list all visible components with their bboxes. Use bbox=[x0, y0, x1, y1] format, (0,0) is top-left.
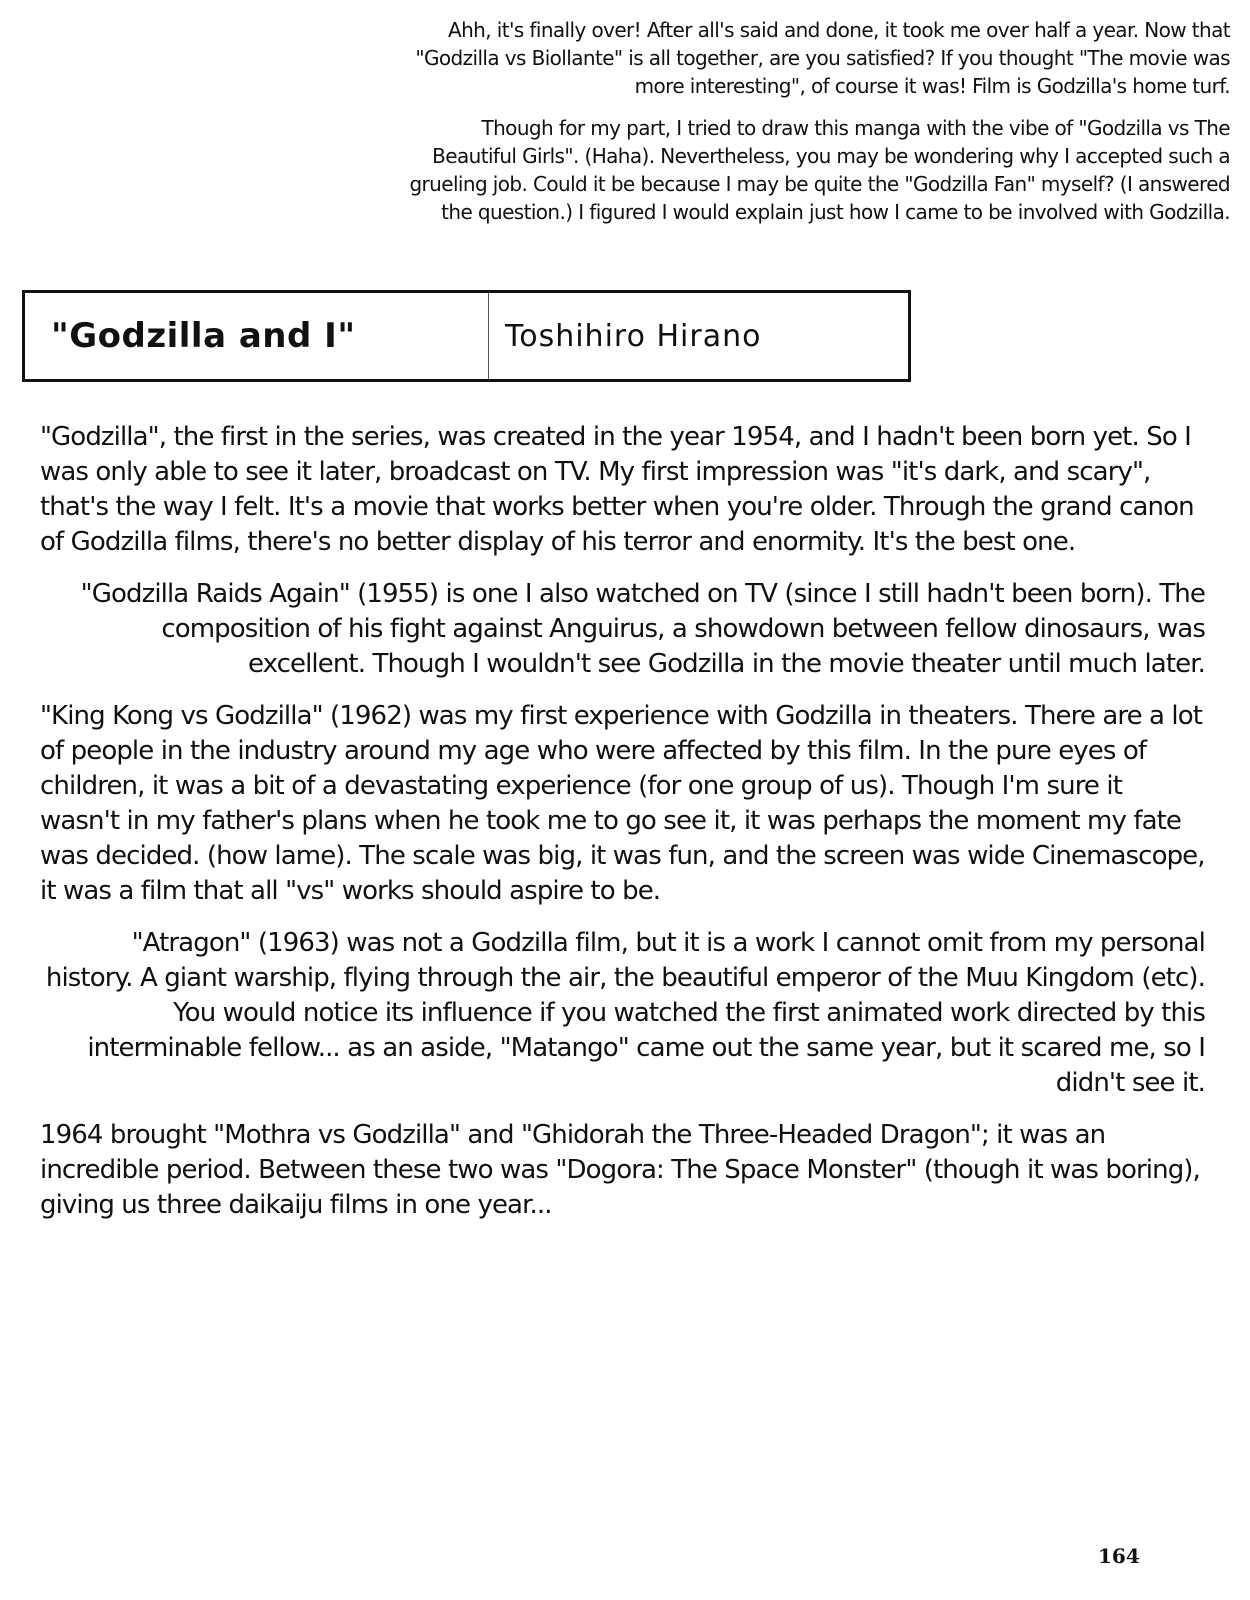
body-paragraph-3: "King Kong vs Godzilla" (1962) was my first experience with Godzilla in theaters. There are a lot of people in the industry around my age who were affected by this film. In the pure eyes of children, it was a bit of a devastating experience (for one group of us). Though I'm sure it wasn't in my father's plans when he took me to go see it, it was perhaps the moment my fate was decided. (how lame). The scale was big, it was fun, and the screen was wide Cinemascope, it was a film that all "vs" works should aspire to be. bbox=[40, 701, 1205, 906]
author-name: Toshihiro Hirano bbox=[505, 318, 762, 354]
body-paragraph-4: "Atragon" (1963) was not a Godzilla film, but it is a work I cannot omit from my personal history. A giant warship, flying through the air, the beautiful emperor of the Muu Kingdom (etc). You would notice its influence if you watched the first animated work directed by this interminable fellow... as an aside, "Matango" came out the same year, but it scared me, so I didn't see it. bbox=[45, 928, 1205, 1098]
intro-paragraph-2: Though for my part, I tried to draw this manga with the vibe of "Godzilla vs The Beautiful Girls". (Haha). Nevertheless, you may be wondering why I accepted such a grueling job. Could it be because I may be quite the "Godzilla Fan" myself? (I answered the question.) I figured I would explain just how I came to be involved with Godzilla. bbox=[409, 116, 1230, 224]
title-box bbox=[22, 290, 911, 382]
intro-text bbox=[400, 16, 1230, 240]
essay-body bbox=[40, 420, 1205, 1240]
page-number: 164 bbox=[1098, 1544, 1140, 1568]
essay-title: "Godzilla and I" bbox=[25, 293, 489, 379]
body-paragraph-2: "Godzilla Raids Again" (1955) is one I also watched on TV (since I still hadn't been born). The composition of his fight against Anguirus, a showdown between fellow dinosaurs, was excellent. Though I wouldn't see Godzilla in the movie theater until much later. bbox=[80, 579, 1205, 679]
body-paragraph-5: 1964 brought "Mothra vs Godzilla" and "Ghidorah the Three-Headed Dragon"; it was an incredible period. Between these two was "Dogora: The Space Monster" (though it was boring), giving us three daikaiju films in one year... bbox=[40, 1120, 1200, 1220]
body-paragraph-1: "Godzilla", the first in the series, was created in the year 1954, and I hadn't been born yet. So I was only able to see it later, broadcast on TV. My first impression was "it's dark, and scary", that's the way I felt. It's a movie that works better when you're older. Through the grand canon of Godzilla films, there's no better display of his terror and enormity. It's the best one. bbox=[40, 422, 1194, 557]
intro-paragraph-1: Ahh, it's finally over! After all's said and done, it took me over half a year. Now that "Godzilla vs Biollante" is all together, are you satisfied? If you thought "The movie was more interesting", of course it was! Film is Godzilla's home turf. bbox=[415, 18, 1230, 98]
